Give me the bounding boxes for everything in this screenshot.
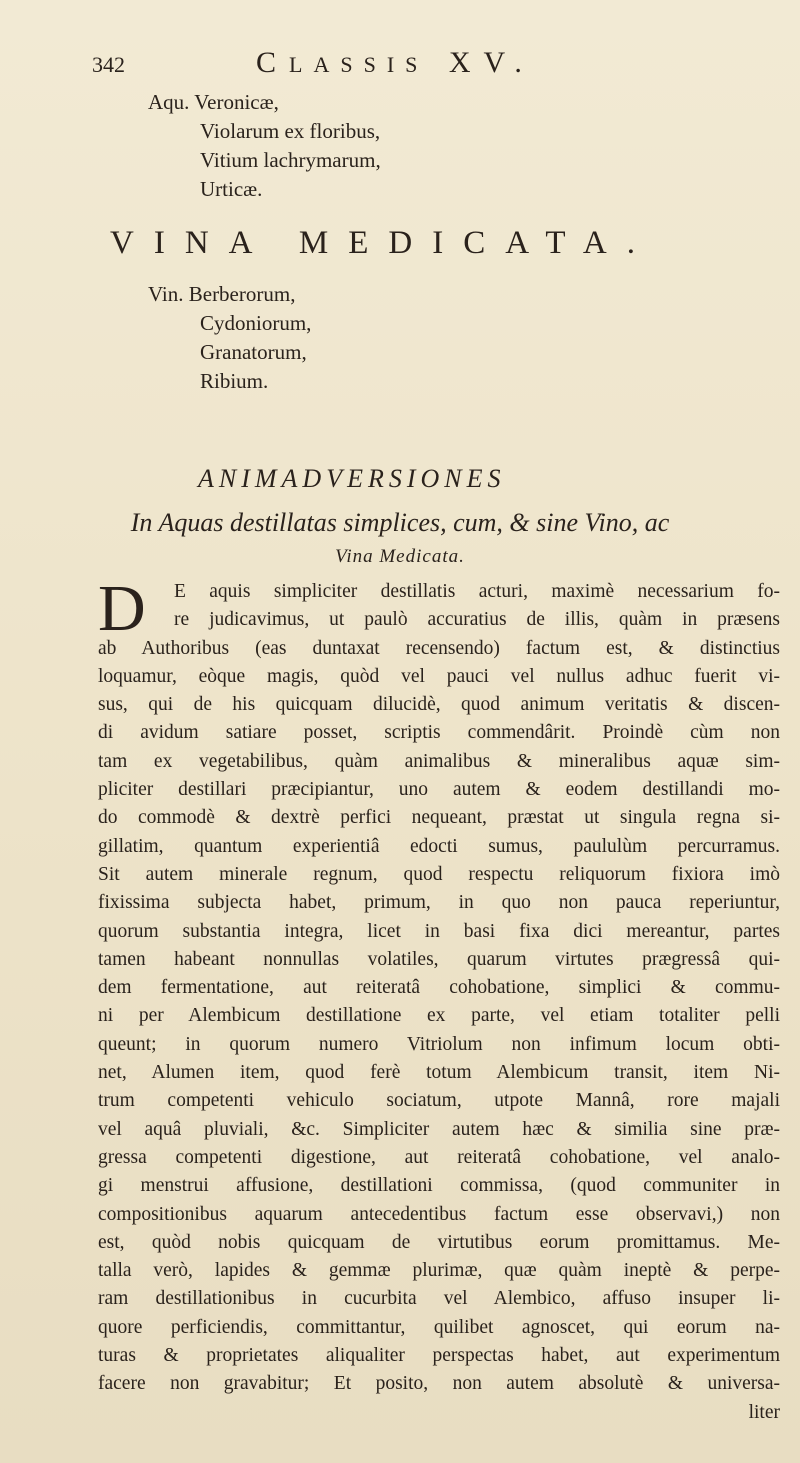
list-item: Granatorum, bbox=[200, 340, 307, 364]
text-line: di avidum satiare posset, scriptis commendârit. Proindè cùm non bbox=[98, 722, 780, 744]
list-item: Ribium. bbox=[200, 369, 269, 393]
aquae-list bbox=[148, 88, 381, 204]
text-line: talla verò, lapides & gemmæ plurimæ, quæ quàm ineptè & perpe- bbox=[98, 1260, 780, 1282]
text-line: gillatim, quantum experientiâ edocti sumus, paululùm percurramus. bbox=[98, 835, 780, 857]
text-line: queunt; in quorum numero Vitriolum non infimum locum obti- bbox=[98, 1033, 780, 1055]
text-line: fixissima subjecta habet, primum, in quo non pauca reperiuntur, bbox=[98, 892, 780, 914]
text-line: E aquis simpliciter destillatis acturi, maximè necessarium fo- bbox=[174, 581, 780, 602]
text-line: gi menstrui affusione, destillationi commissa, (quod communiter in bbox=[98, 1175, 780, 1197]
drop-cap: D bbox=[98, 572, 146, 645]
running-head-numeral: XV. bbox=[448, 46, 535, 79]
catchword: liter bbox=[748, 1401, 780, 1423]
text-line: net, Alumen item, quod ferè totum Alembicum transit, item Ni- bbox=[98, 1062, 780, 1084]
text-line: quore perficiendis, committantur, quilibet agnoscet, qui eorum na- bbox=[98, 1316, 780, 1338]
section-title: VINA MEDICATA. bbox=[110, 225, 656, 261]
text-line: dem fermentatione, aut reiteratâ cohobatione, simplici & commu- bbox=[98, 977, 780, 999]
list-item: Urticæ. bbox=[200, 177, 263, 201]
text-line: re judicavimus, ut paulò accuratius de illis, quàm in præsens bbox=[174, 609, 780, 631]
text-line: ni per Alembicum destillatione ex parte, vel etiam totaliter pelli bbox=[98, 1005, 780, 1027]
text-line: pliciter destillari præcipiantur, uno autem & eodem destillandi mo- bbox=[98, 779, 780, 801]
running-head bbox=[256, 46, 535, 80]
animadversiones-subtitle-2: Vina Medicata. bbox=[335, 546, 465, 567]
body-text bbox=[98, 572, 780, 1427]
text-line: tamen habeant nonnullas volatiles, quarum virtutes prægressâ qui- bbox=[98, 948, 780, 970]
text-line: gressa competenti digestione, aut reiteratâ cohobatione, vel analo- bbox=[98, 1146, 780, 1168]
text-line: loquamur, eòque magis, quòd vel pauci vel nullus adhuc fuerit vi- bbox=[98, 665, 780, 687]
text-line: tam ex vegetabilibus, quàm animalibus & mineralibus aquæ sim- bbox=[98, 750, 780, 772]
text-line: do commodè & dextrè perfici nequeant, præstat ut singula regna si- bbox=[98, 807, 780, 829]
text-line: ab Authoribus (eas duntaxat recensendo) factum est, & distinctius bbox=[98, 637, 780, 659]
vina-list bbox=[148, 280, 311, 396]
text-line: Sit autem minerale regnum, quod respectu reliquorum fixiora imò bbox=[98, 863, 780, 885]
list-item: Vitium lachrymarum, bbox=[200, 148, 381, 172]
text-line: sus, qui de his quicquam dilucidè, quod animum veritatis & discen- bbox=[98, 694, 780, 716]
list-item: Vin. Berberorum, bbox=[148, 282, 296, 306]
animadversiones-subtitle: In Aquas destillatas simplices, cum, & sine Vino, ac bbox=[130, 508, 670, 537]
running-head-cap: C bbox=[256, 46, 290, 79]
text-line: est, quòd nobis quicquam de virtutibus eorum promittamus. Me- bbox=[98, 1231, 780, 1253]
list-item: Cydoniorum, bbox=[200, 311, 312, 335]
animadversiones-heading: ANIMADVERSIONES bbox=[198, 464, 506, 493]
text-line: compositionibus aquarum antecedentibus factum esse observavi,) non bbox=[98, 1203, 780, 1225]
list-item: Violarum ex floribus, bbox=[200, 119, 381, 143]
text-line: vel aquâ pluviali, &c. Simpliciter autem hæc & similia sine præ- bbox=[98, 1118, 780, 1140]
text-line: ram destillationibus in cucurbita vel Alembico, affuso insuper li- bbox=[98, 1288, 780, 1310]
text-line: turas & proprietates aliqualiter perspectas habet, aut experimentum bbox=[98, 1345, 780, 1367]
running-head-rest: LASSIS bbox=[289, 52, 429, 77]
list-item: Aqu. Veronicæ, bbox=[148, 90, 279, 114]
page-header bbox=[92, 46, 772, 86]
text-line: quorum substantia integra, licet in basi fixa dici mereantur, partes bbox=[98, 920, 780, 942]
text-line: trum competenti vehiculo sociatum, utpote Mannâ, rore majali bbox=[98, 1090, 780, 1112]
page-number: 342 bbox=[92, 52, 125, 77]
text-line: facere non gravabitur; Et posito, non autem absolutè & universa- bbox=[98, 1373, 780, 1395]
